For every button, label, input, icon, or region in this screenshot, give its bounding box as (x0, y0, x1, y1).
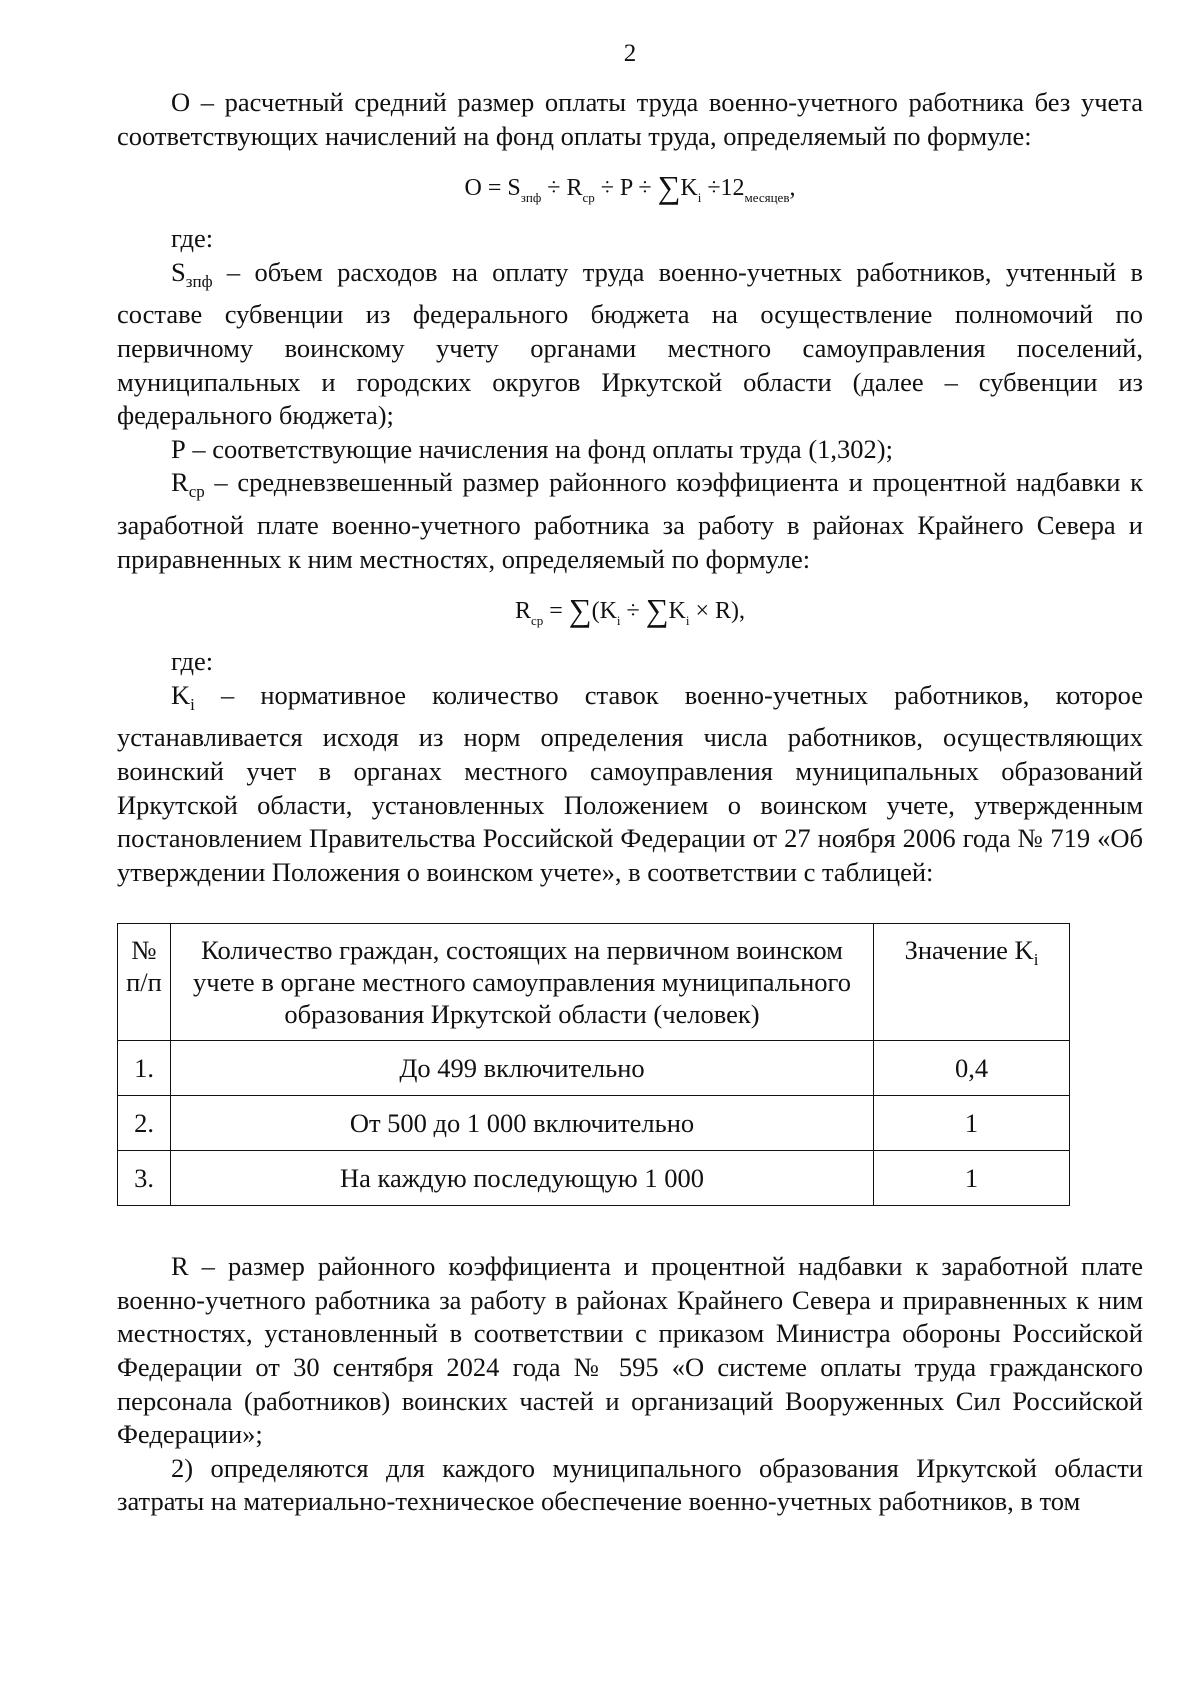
k-symbol: K (171, 679, 191, 710)
ki-table (117, 923, 1070, 1206)
formula-o-part-b: ÷ R (541, 175, 583, 202)
s-subscript: зпф (185, 271, 213, 291)
row-value: 0,4 (874, 1041, 1070, 1096)
row-value: 1 (874, 1096, 1070, 1151)
paragraph-k-definition (117, 679, 1143, 890)
formula-o-sub-e: месяцев (744, 190, 790, 206)
row-number: 2. (118, 1096, 171, 1151)
formula-o-sigma: ∑ (657, 169, 681, 206)
formula-r-part-d: ÷ (620, 598, 646, 625)
paragraph-o-definition: О – расчетный средний размер оплаты труда военно-учетного работника без учета соответствующих начислений на фонд оплаты труда, определяемый по формуле: (117, 87, 1143, 151)
formula-o-sub-d: i (697, 190, 702, 206)
formula-r-sub-c: i (616, 613, 621, 629)
table-header-row (118, 924, 1070, 1041)
k-definition-text: – нормативное количество ставок военно-учетных работников, которое устанавливается исходя из норм определения числа работников, осуществляющих воинский учет в органах местного самоуправления муниципальных образований Иркутской области, установленных Положением о воинском учете, утвержденным постановлением Правительства Российской Федерации от 27 ноября 2006 года № 719 «Об утверждении Положения о воинском учете», в соответствии с таблицей: (117, 679, 1143, 887)
formula-r-sub-e: i (685, 613, 690, 629)
formula-o-part-a: O = S (464, 175, 521, 202)
row-description: На каждую последующую 1 000 (171, 1151, 874, 1206)
where-label-1: где: (171, 223, 214, 254)
row-description: От 500 до 1 000 включительно (171, 1096, 874, 1151)
formula-o-part-d: K (680, 175, 698, 202)
paragraph-r2-definition: R – размер районного коэффициента и процентной надбавки к заработной плате военно-учетного работника за работу в районах Крайнего Севера и приравненных к ним местностях, установленный в соответствии с приказом Министра обороны Российской Федерации от 30 сентября 2024 года № 595 «О системе оплаты труда гражданского персонала (работников) воинских частей и организаций Вооруженных Сил Российской Федерации»; (117, 1251, 1143, 1450)
s-symbol: S (171, 256, 186, 287)
paragraph-s-definition (117, 256, 1143, 433)
formula-r-part-a: R (514, 598, 531, 625)
formula-o-part-c: ÷ P ÷ (594, 175, 658, 202)
where-label-2: где: (171, 646, 214, 677)
k-subscript: i (190, 694, 195, 714)
page-number: 2 (623, 40, 637, 67)
row-number: 1. (118, 1041, 171, 1096)
formula-r-part-c: (K (591, 598, 617, 625)
formula-r-part-b: = (543, 598, 569, 625)
formula-o (117, 167, 1143, 218)
header-number: № п/п (118, 924, 171, 1041)
r-symbol: R (171, 467, 189, 498)
paragraph-r-definition (117, 466, 1143, 576)
formula-r-part-f: × R), (689, 598, 746, 625)
header-value-label: Значение K (904, 935, 1034, 966)
r-subscript: ср (188, 482, 205, 502)
table-row (118, 1041, 1070, 1096)
formula-o-sub-b: ср (582, 190, 595, 206)
header-description: Количество граждан, состоящих на первичном воинском учете в органе местного самоуправления муниципального образования Иркутской области (человек) (171, 924, 874, 1041)
formula-o-part-f: , (789, 175, 796, 202)
formula-r (117, 590, 1143, 641)
table-row (118, 1096, 1070, 1151)
header-value (874, 924, 1070, 1041)
paragraph-p-definition: Р – соответствующие начисления на фонд оплаты труда (1,302); (171, 433, 893, 464)
formula-r-sigma-1: ∑ (568, 592, 592, 629)
formula-r-part-e: K (668, 598, 686, 625)
s-definition-text: – объем расходов на оплату труда военно-учетных работников, учтенный в составе субвенции из федерального бюджета на осуществление полномочий по первичному воинскому учету органами местного самоуправления поселений, муниципальных и городских округов Иркутской области (далее – субвенции из федерального бюджета); (117, 256, 1143, 431)
row-number: 3. (118, 1151, 171, 1206)
header-value-subscript: i (1033, 950, 1039, 970)
formula-r-sigma-2: ∑ (645, 592, 669, 629)
formula-r-sub-a: ср (530, 613, 544, 629)
row-description: До 499 включительно (171, 1041, 874, 1096)
r-definition-text: – средневзвешенный размер районного коэффициента и процентной надбавки к заработной плате военно-учетного работника за работу в районах Крайнего Севера и приравненных к ним местностях, определяемый по формуле: (117, 467, 1143, 574)
formula-o-sub-a: зпф (520, 190, 542, 206)
document-page (117, 40, 1143, 1519)
formula-o-part-e: ÷12 (701, 175, 745, 202)
paragraph-item-2: 2) определяются для каждого муниципального образования Иркутской области затраты на материально-техническое обеспечение военно-учетных работников, в том (117, 1452, 1143, 1517)
table-row (118, 1151, 1070, 1206)
row-value: 1 (874, 1151, 1070, 1206)
